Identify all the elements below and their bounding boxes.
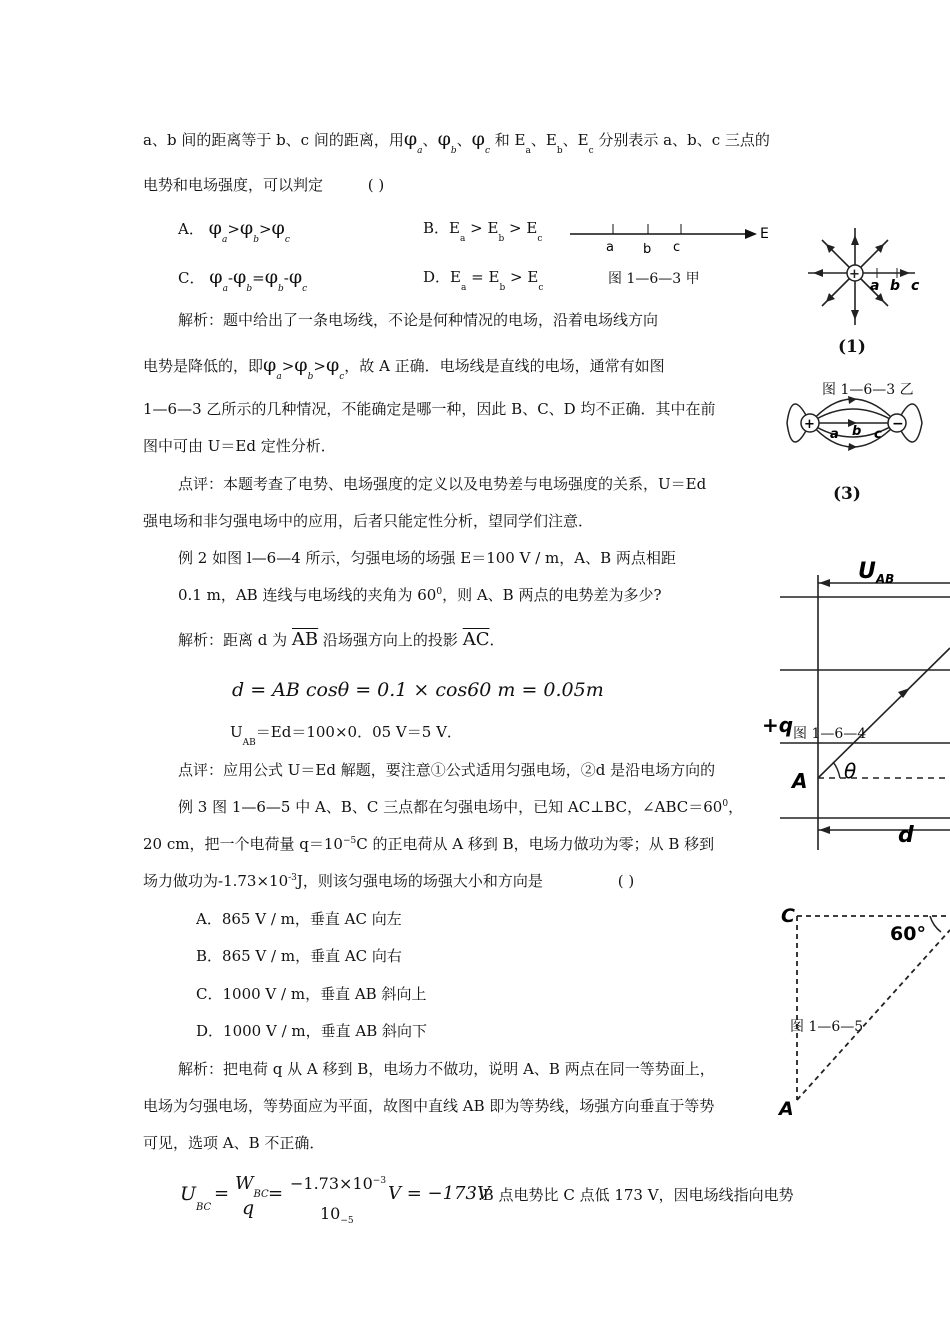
gt: > — [227, 220, 240, 238]
intro-line-1: a、b 间的距离等于 b、c 间的距离，用$\varphi_a$、$\varphi_b$、$\varphi_c$ 和 $E_a$、$E_b$、$E_c$ 分别表示 a、b、c 三点的 — [143, 128, 770, 156]
sub-a: a — [222, 284, 228, 294]
fig165-a: A — [779, 1098, 794, 1120]
sub-a: a — [417, 146, 423, 156]
and-e: 和 E — [490, 131, 526, 149]
formula-eq2: = — [268, 1183, 284, 1204]
dipole-c-label: c — [874, 427, 882, 442]
phi-symbol: φ — [263, 354, 277, 376]
sub-c: c — [537, 234, 543, 244]
formula-result: V = −173V — [388, 1183, 490, 1204]
analysis3-line1: 解析：把电荷 q 从 A 移到 B，电场力不做功，说明 A、B 两点在同一等势面上， — [178, 1060, 715, 1078]
example3-l1: 例 3 图 1—6—5 中 A、B、C 三点都在匀强电场中，已知 AC⊥BC，∠ABC＝60 — [178, 798, 723, 816]
phi-symbol: φ — [294, 354, 308, 376]
phi-symbol: φ — [325, 354, 340, 376]
analysis1-line3: 1—6—3 乙所示的几种情况，不能确定是哪一种，因此 B、C、D 均不正确．其中在前 — [143, 400, 716, 418]
intro-line-2 — [143, 175, 384, 195]
sub-a: a — [459, 234, 466, 244]
option-a-label: A． — [178, 220, 204, 238]
svg-text:+: + — [849, 267, 860, 282]
review1-line2: 强电场和非匀强电场中的应用，后者只能定性分析，望同学们注意． — [143, 512, 594, 530]
sub-a: a — [276, 372, 282, 382]
sep: 、 — [422, 131, 438, 149]
example3-line2 — [143, 834, 763, 857]
svg-text:−: − — [892, 416, 904, 432]
phi-symbol: φ — [209, 266, 223, 288]
example2-an-a: 解析：距离 d 为 — [178, 631, 292, 649]
formula-u-sub: BC — [196, 1202, 212, 1213]
dipole-b-label: b — [852, 424, 862, 439]
example2-review: 点评：应用公式 U＝Ed 解题，要注意①公式适用匀强电场，②d 是沿电场方向的 — [178, 761, 716, 779]
e: E — [527, 268, 539, 286]
figure-165-caption: 图 1—6—5 — [790, 1019, 864, 1035]
sub-c: c — [484, 146, 491, 156]
e: E — [488, 268, 500, 286]
example2-uab-value: ＝Ed＝100×0．05 V＝5 V． — [255, 723, 462, 741]
point-a-label: a — [606, 240, 614, 255]
review1-line1: 点评：本题考查了电势、电场强度的定义以及电势差与电场强度的关系，U＝Ed — [178, 475, 707, 493]
svg-text:+: + — [804, 417, 815, 432]
radial-c-label: c — [911, 278, 920, 294]
formula-num-exp: −3 — [372, 1176, 387, 1186]
example3-option-b: B．865 V / m，垂直 AC 向右 — [196, 947, 402, 965]
phi-symbol: φ — [271, 217, 285, 239]
e: E — [526, 219, 538, 237]
sub-c: c — [302, 284, 308, 294]
sub-a: a — [460, 283, 467, 293]
eq: = — [252, 269, 265, 287]
fig164-theta: θ — [844, 759, 857, 783]
figure-164-caption: 图 1—6—4 — [793, 726, 867, 742]
fig164-d: d — [898, 823, 914, 848]
minus: - — [283, 269, 289, 287]
fig164-q: +q — [762, 713, 794, 737]
sub-b: b — [246, 284, 253, 294]
example3-l2b: C 的正电荷从 A 移到 B，电场力做功为零；从 B 移到 — [356, 835, 715, 853]
intro-text-2: 分别表示 a、b、c 三点的 — [593, 131, 770, 149]
figure-163-line — [565, 218, 785, 263]
sub-b: b — [498, 234, 505, 244]
point-b-label: b — [643, 242, 652, 257]
analysis3-formula — [178, 1172, 818, 1232]
u-sub-ab: AB — [242, 738, 256, 748]
degree-sup: 0 — [722, 799, 729, 809]
gt: > — [258, 220, 272, 238]
example2-uab — [230, 722, 462, 748]
figure-163-radial — [800, 220, 930, 340]
example3-line3 — [143, 871, 634, 894]
intro-line2-text: 电势和电场强度，可以判定 — [143, 176, 324, 194]
sub-b: b — [450, 146, 457, 156]
option-d — [423, 267, 544, 293]
figure-163-num3: (3) — [833, 484, 861, 504]
option-c-label: C． — [178, 269, 205, 287]
sub-b: b — [556, 146, 563, 156]
gt: > — [510, 268, 523, 286]
phi-symbol: φ — [233, 266, 247, 288]
gt: > — [470, 219, 483, 237]
phi-symbol: φ — [264, 266, 278, 288]
example3-l2a: 20 cm，把一个电荷量 q＝10 — [143, 835, 343, 853]
formula-w: $W_{BC}$ — [235, 1173, 269, 1200]
field-e-label: E — [760, 226, 769, 242]
sub-b: b — [278, 284, 284, 294]
example2-line1: 例 2 如图 l—6—4 所示，匀强电场的场强 E＝100 V / m，A、B 两点相距 — [178, 549, 676, 567]
example2-an-b: 沿场强方向上的投影 — [318, 631, 463, 649]
analysis3-line2: 电场为匀强电场，等势面应为平面，故图中直线 AB 即为等势线，场强方向垂直于等势 — [143, 1097, 715, 1115]
eq: = — [471, 268, 484, 286]
gt: > — [281, 357, 295, 375]
example3-line1 — [178, 797, 763, 820]
phi-symbol: φ — [471, 128, 485, 150]
dipole-a-label: a — [830, 427, 839, 442]
analysis1-line1: 解析：题中给出了一条电场线，不论是何种情况的电场，沿着电场线方向 — [178, 311, 659, 329]
example3-l3a: 场力做功为-1.73×10 — [143, 872, 289, 890]
intro-text: a、b 间的距离等于 b、c 间的距离，用 — [143, 131, 404, 149]
formula-den-exp: −5 — [340, 1216, 354, 1226]
phi-symbol: φ — [208, 217, 222, 239]
phi-symbol: φ — [239, 217, 254, 239]
example2-formula: d = AB cosθ = 0.1 × cos60 m = 0.05m — [232, 679, 604, 701]
sep: 、 — [456, 131, 472, 149]
gt: > — [509, 219, 522, 237]
degree-sup: 0 — [436, 587, 443, 597]
example3-option-d: D．1000 V / m，垂直 AB 斜向下 — [196, 1022, 428, 1040]
sub-b: b — [253, 235, 259, 245]
sub-b: b — [499, 283, 506, 293]
fig165-angle: 60° — [890, 923, 926, 945]
formula-q: q — [242, 1197, 255, 1219]
figure-163-num1: (1) — [838, 337, 866, 357]
option-a — [178, 217, 290, 245]
formula-eq1: = — [214, 1183, 230, 1204]
segment-ac: $\overline{AC}$ — [462, 629, 490, 650]
analysis3-line3: 可见，选项 A、B 不正确． — [143, 1134, 325, 1152]
analysis1-l2a: 电势是降低的，即 — [143, 357, 264, 375]
phi-symbol: φ — [403, 128, 418, 150]
example2-an-c: ． — [489, 631, 505, 649]
example3-l3b: J，则该匀强电场的场强大小和方向是 — [296, 872, 543, 890]
option-b — [423, 218, 543, 244]
sub-c: c — [588, 146, 594, 156]
formula-w-sub: BC — [253, 1189, 269, 1200]
example2-l2a: 0.1 m，AB 连线与电场线的夹角为 60 — [178, 586, 437, 604]
sub-c: c — [339, 372, 345, 382]
formula-num: $-1.73\times 10^{-3}$ — [290, 1174, 387, 1193]
figure-163-caption: 图 1—6—3 甲 — [608, 271, 700, 287]
phi-symbol: φ — [437, 128, 451, 150]
exp-sup: −5 — [342, 836, 357, 846]
segment-ab: $\overline{AB}$ — [291, 629, 319, 650]
figure-163-dipole — [782, 385, 932, 480]
option-d-label: D．E — [423, 268, 461, 286]
formula-u: $U_{BC}$ — [180, 1183, 212, 1213]
figure-165 — [775, 900, 950, 1125]
formula-den: $10_{-5}$ — [320, 1204, 354, 1226]
formula-tail: .B 点电势比 C 点低 173 V，因电场线指向电势 — [478, 1186, 794, 1204]
point-c-label: c — [673, 240, 681, 255]
radial-a-label: a — [870, 278, 880, 294]
analysis1-line4: 图中可由 U＝Ed 定性分析． — [143, 437, 336, 455]
example2-l2b: ，则 A、B 两点的电势差为多少? — [442, 586, 662, 604]
sub-c: c — [284, 235, 290, 245]
phi-symbol: φ — [288, 266, 303, 288]
example2-analysis — [178, 628, 505, 652]
answer-paren: ( ) — [367, 176, 385, 194]
e: E — [487, 219, 499, 237]
example3-option-c: C．1000 V / m，垂直 AB 斜向上 — [196, 985, 427, 1003]
sub-b: b — [307, 372, 314, 382]
fig164-uab: $U_{AB}$ — [858, 559, 895, 586]
exp-sup: -3 — [288, 873, 297, 883]
gt: > — [313, 357, 326, 375]
analysis1-l2b: ，故 A 正确．电场线是直线的电场，通常有如图 — [344, 357, 665, 375]
example2-line2 — [178, 585, 662, 608]
sub-a: a — [221, 235, 228, 245]
sub-c: c — [538, 283, 544, 293]
figure-163b-caption: 图 1—6—3 乙 — [822, 382, 914, 398]
u-symbol: U — [230, 723, 243, 741]
minus: - — [227, 269, 234, 287]
example3-paren: ( ) — [617, 872, 635, 890]
example3-option-a: A．865 V / m，垂直 AC 向左 — [196, 910, 402, 928]
option-c — [178, 266, 308, 294]
analysis1-line2 — [143, 354, 665, 382]
fig164-a: A — [792, 769, 808, 793]
example3-l1b: ， — [728, 798, 744, 816]
figure-164 — [762, 550, 950, 855]
fig165-c: C — [781, 905, 795, 927]
option-b-label: B．E — [423, 219, 460, 237]
sub-a: a — [525, 146, 531, 156]
radial-b-label: b — [890, 278, 901, 294]
